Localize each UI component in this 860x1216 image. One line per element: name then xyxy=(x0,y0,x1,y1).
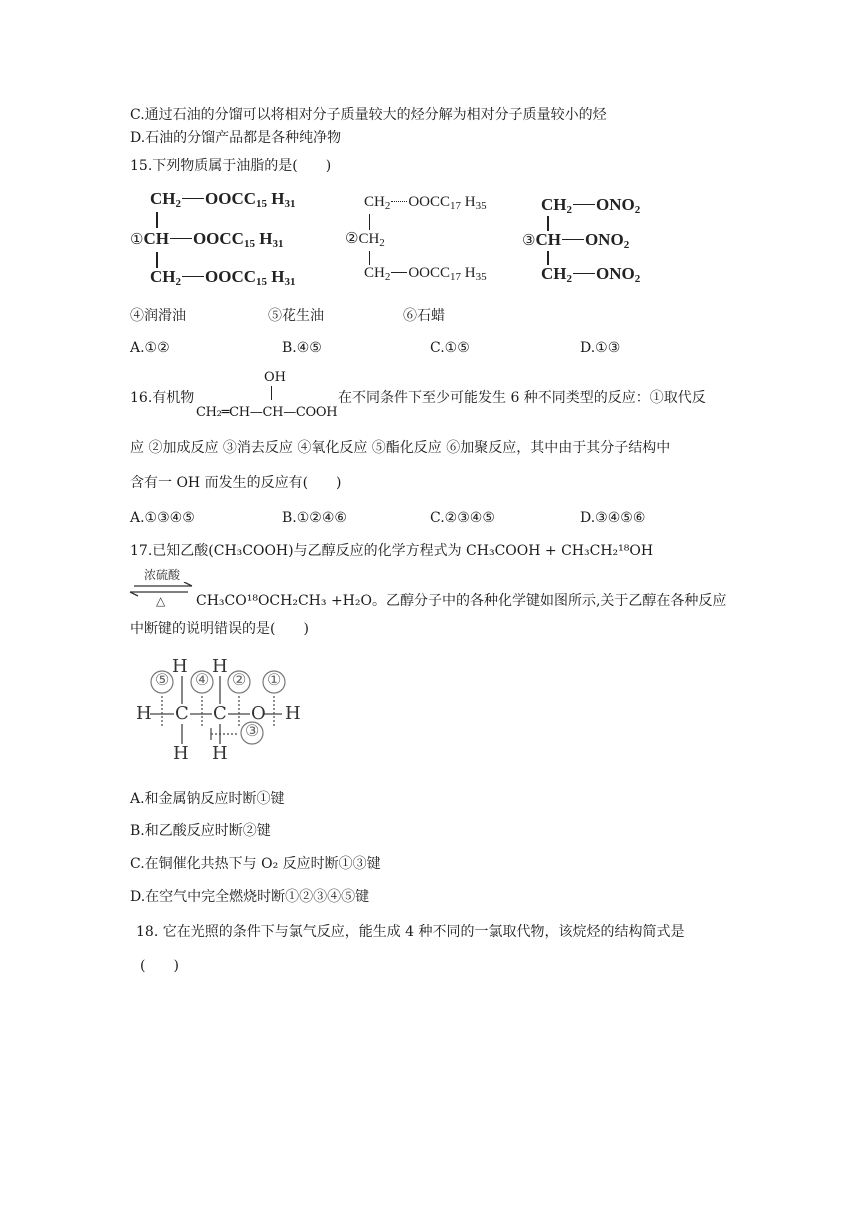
q16-formula: CH₂═CH—CH—COOH xyxy=(196,405,338,420)
s1-row-2: ①CH $OOCC_{15}$ $H_{31}$ xyxy=(130,229,284,250)
q16-formula-oh: OH xyxy=(264,370,286,385)
s1-row-3: $CH_2$ $OOCC_{15}$ $H_{31}$ xyxy=(150,267,296,288)
s2-row-2: $②CH_2$ xyxy=(345,231,385,249)
q17-line-1: 17.已知乙酸(CH₃COOH)与乙醇反应的化学方程式为 CH₃COOH + CH₃CH₂¹⁸OH xyxy=(130,543,654,559)
q15-option-a: A.①② xyxy=(130,340,170,356)
catalyst-label: 浓硫酸 xyxy=(144,568,181,582)
atom-h-bottom-2: H xyxy=(212,743,228,764)
bond-number-4: ④ xyxy=(195,670,210,689)
q18-line-1: 18. 它在光照的条件下与氯气反应，能生成 4 种不同的一氯取代物，该烷烃的结构简式是 xyxy=(136,924,685,940)
q16-option-a: A.①③④⑤ xyxy=(130,510,195,526)
atom-c-2: C xyxy=(213,703,227,724)
q15-item-6: ⑥石蜡 xyxy=(403,308,445,324)
q17-line-3: 中断键的说明错误的是( ) xyxy=(130,621,309,637)
q15-stem: 15.下列物质属于油脂的是( ) xyxy=(130,158,332,174)
q15-item-4: ④润滑油 xyxy=(130,308,186,324)
q18-line-2: ( ) xyxy=(140,958,179,974)
q15-option-b: B.④⑤ xyxy=(282,340,322,356)
s3-row-1: $CH_2$ $ONO_2$ xyxy=(541,195,641,216)
bond-number-2: ② xyxy=(232,670,247,689)
s2-row-1: $CH_2$ $OOCC_{17}$ $H_{35}$ xyxy=(364,194,487,212)
atom-o: O xyxy=(251,703,266,724)
q16-prefix: 16.有机物 xyxy=(130,390,195,406)
q17-option-c: C.在铜催化共热下与 O₂ 反应时断①③键 xyxy=(130,856,381,872)
s2-row-3: $CH_2$ $OOCC_{17}$ $H_{35}$ xyxy=(364,265,487,283)
q17-option-d: D.在空气中完全燃烧时断①②③④⑤键 xyxy=(130,889,370,905)
bond-number-3: ③ xyxy=(245,721,260,740)
q17-option-a: A.和金属钠反应时断①键 xyxy=(130,791,285,807)
q17-line-2: CH₃CO¹⁸OCH₂CH₃ +H₂O。乙醇分子中的各种化学键如图所示,关于乙醇在各种反应 xyxy=(196,593,727,609)
q16-line-1: 在不同条件下至少可能发生 6 种不同类型的反应：①取代反 xyxy=(338,390,706,406)
q17-option-b: B.和乙酸反应时断②键 xyxy=(130,823,271,839)
q14-option-d: D.石油的分馏产品都是各种纯净物 xyxy=(130,130,342,146)
q16-option-b: B.①②④⑥ xyxy=(282,510,347,526)
atom-h-top-1: H xyxy=(172,656,188,677)
bond-number-1: ① xyxy=(267,670,282,689)
s3-row-3: $CH_2$ $ONO_2$ xyxy=(541,264,641,285)
reaction-arrow xyxy=(128,568,194,608)
atom-h-top-2: H xyxy=(212,656,228,677)
q16-line-2: 应 ②加成反应 ③消去反应 ④氧化反应 ⑤酯化反应 ⑥加聚反应，其中由于其分子结构中 xyxy=(130,440,671,456)
atom-h-bottom-1: H xyxy=(173,743,189,764)
heat-symbol: △ xyxy=(156,594,166,608)
atom-h-left: H xyxy=(136,703,152,724)
q15-item-5: ⑤花生油 xyxy=(268,308,324,324)
atom-h-right: H xyxy=(285,703,301,724)
q15-option-d: D.①③ xyxy=(580,340,621,356)
q15-option-c: C.①⑤ xyxy=(430,340,470,356)
q14-option-c: C.通过石油的分馏可以将相对分子质量较大的烃分解为相对分子质量较小的烃 xyxy=(130,107,607,123)
s1-row-1: $CH_2$ $OOCC_{15}$ $H_{31}$ xyxy=(150,189,296,210)
atom-c-1: C xyxy=(175,703,189,724)
bond-number-5: ⑤ xyxy=(155,670,170,689)
s3-label: ③ xyxy=(522,233,536,249)
q16-option-d: D.③④⑤⑥ xyxy=(580,510,646,526)
q16-option-c: C.②③④⑤ xyxy=(430,510,495,526)
s3-row-2: ③CH $ONO_2$ xyxy=(522,230,630,251)
s1-label: ① xyxy=(130,232,144,248)
s2-label: ② xyxy=(345,231,359,247)
q16-line-3: 含有一 OH 而发生的反应有( ) xyxy=(130,475,342,491)
